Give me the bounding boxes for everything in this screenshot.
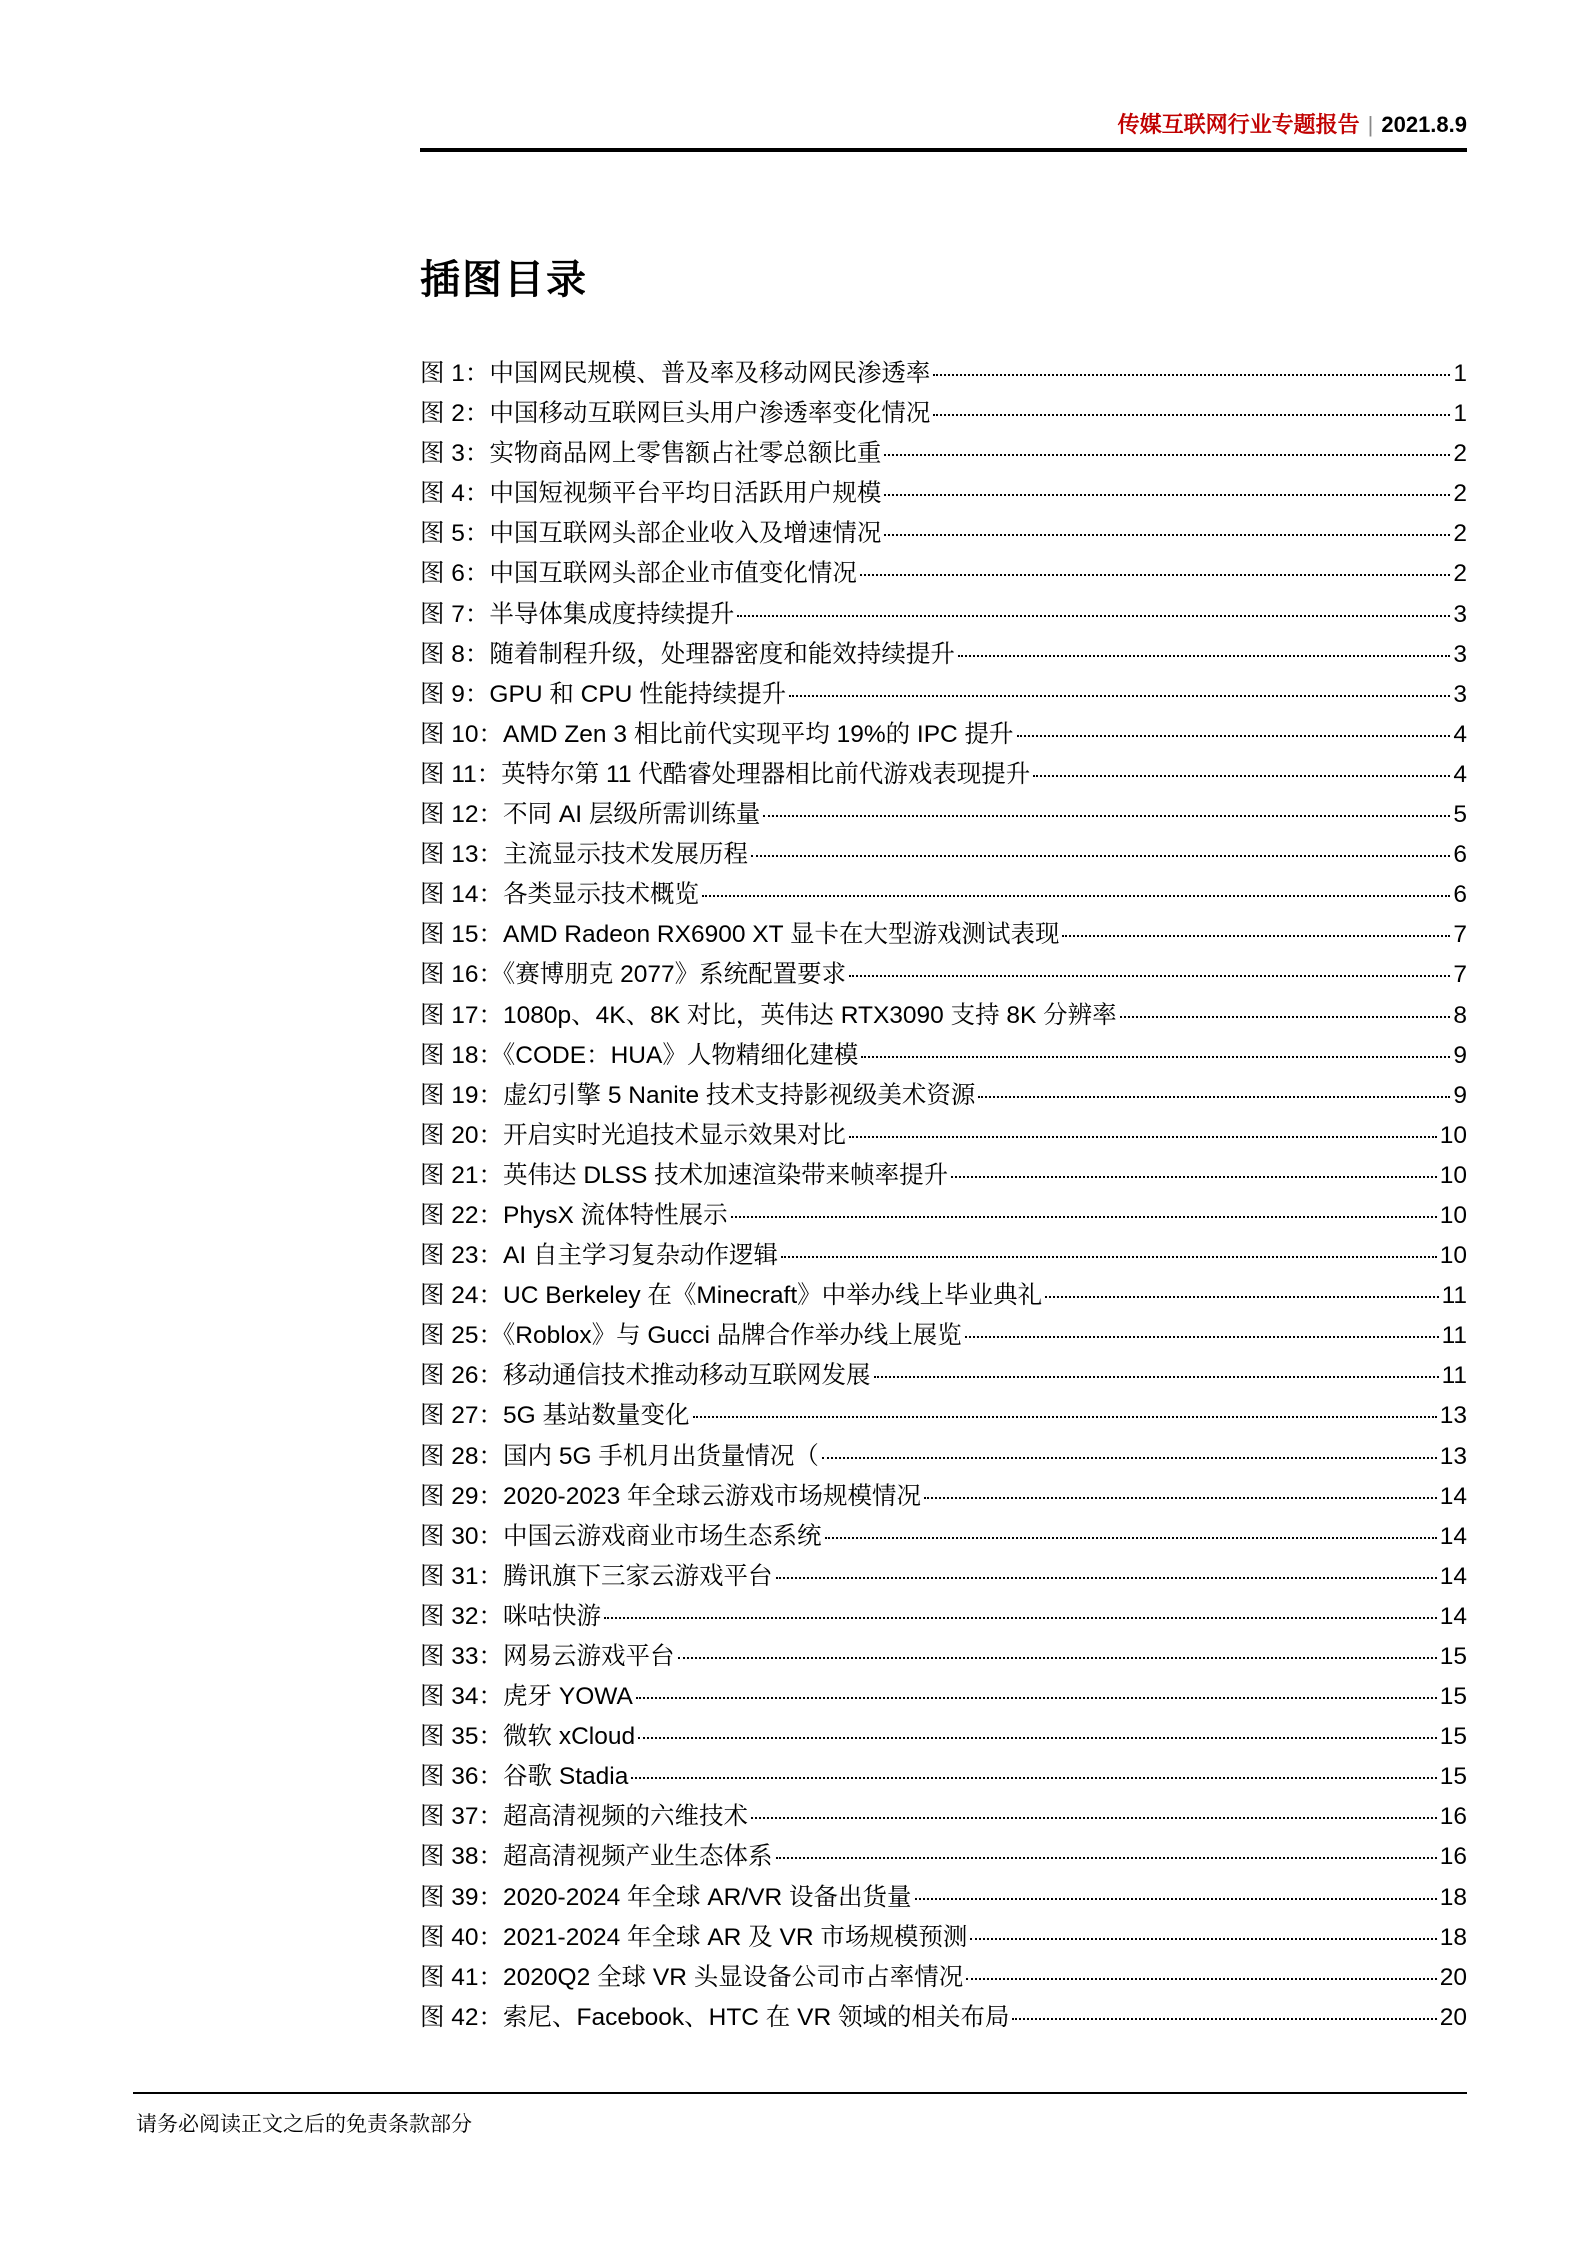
toc-entry-page: 10 [1439, 1161, 1467, 1189]
toc-entry-page: 15 [1439, 1643, 1467, 1670]
dot-leader [860, 574, 1450, 576]
toc-entry-label: 图 7：半导体集成度持续提升 [420, 600, 735, 628]
dot-leader [763, 815, 1450, 817]
toc-entry[interactable] [420, 1517, 1467, 1557]
footer-disclaimer: 请务必阅读正文之后的免责条款部分 [136, 2113, 472, 2136]
toc-entry[interactable] [420, 1477, 1467, 1517]
toc-entry-page: 15 [1439, 1763, 1467, 1791]
toc-entry[interactable] [420, 1196, 1467, 1236]
toc-entry-page: 1 [1453, 360, 1467, 387]
dot-leader [825, 1537, 1437, 1539]
toc-entry-page: 18 [1439, 1923, 1467, 1951]
toc-entry[interactable] [420, 1316, 1467, 1356]
dot-leader [731, 1216, 1437, 1218]
toc-entry[interactable] [420, 1276, 1467, 1316]
toc-entry[interactable] [420, 1878, 1467, 1918]
toc-entry-page: 4 [1453, 760, 1467, 788]
dot-leader [965, 1336, 1439, 1338]
toc-entry-page: 14 [1439, 1562, 1467, 1590]
toc-entry-page: 10 [1439, 1121, 1467, 1149]
toc-entry-label: 图 5：中国互联网头部企业收入及增速情况 [420, 520, 882, 548]
toc-entry[interactable] [420, 1998, 1467, 2038]
dot-leader [933, 374, 1450, 376]
toc-entry-label: 图 25：《Roblox》与 Gucci 品牌合作举办线上展览 [420, 1322, 962, 1350]
toc-entry[interactable] [420, 1717, 1467, 1757]
toc-entry-label: 图 36：谷歌 Stadia [420, 1763, 629, 1791]
toc-entry-page: 7 [1453, 921, 1467, 949]
dot-leader [1120, 1016, 1451, 1018]
toc-entry[interactable] [420, 514, 1467, 554]
dot-leader [884, 534, 1450, 536]
toc-entry[interactable] [420, 595, 1467, 635]
dot-leader [1017, 735, 1451, 737]
toc-entry[interactable] [420, 755, 1467, 795]
toc-entry-label: 图 38：超高清视频产业生态体系 [420, 1843, 773, 1871]
toc-entry-page: 6 [1453, 881, 1467, 909]
dot-leader [1045, 1296, 1438, 1298]
toc-entry-label: 图 16：《赛博朋克 2077》系统配置要求 [420, 961, 847, 989]
dot-leader [822, 1457, 1437, 1459]
toc-entry[interactable] [420, 1958, 1467, 1998]
toc-entry[interactable] [420, 1918, 1467, 1958]
dot-leader [884, 454, 1450, 456]
toc-entry-label: 图 11：英特尔第 11 代酷睿处理器相比前代游戏表现提升 [420, 760, 1031, 788]
toc-entry-page: 4 [1453, 720, 1467, 748]
toc-entry-label: 图 23：AI 自主学习复杂动作逻辑 [420, 1242, 779, 1270]
toc-entry-label: 图 24：UC Berkeley 在《Minecraft》中举办线上毕业典礼 [420, 1282, 1043, 1310]
toc-entry-page: 14 [1439, 1522, 1467, 1550]
toc-entry-label: 图 22：PhysX 流体特性展示 [420, 1201, 728, 1229]
dot-leader [678, 1657, 1437, 1659]
toc-entry[interactable] [420, 1597, 1467, 1637]
dot-leader [1033, 775, 1450, 777]
footer-divider [133, 2092, 1467, 2094]
dot-leader [874, 1376, 1439, 1378]
header-divider [420, 148, 1467, 152]
toc-entry-label: 图 26：移动通信技术推动移动互联网发展 [420, 1362, 871, 1390]
dot-leader [781, 1256, 1437, 1258]
toc-entry-label: 图 40：2021-2024 年全球 AR 及 VR 市场规模预测 [420, 1923, 968, 1951]
toc-entry[interactable] [420, 1036, 1467, 1076]
toc-entry[interactable] [420, 434, 1467, 474]
toc-entry-label: 图 8：随着制程升级，处理器密度和能效持续提升 [420, 640, 955, 668]
toc-entry[interactable] [420, 1837, 1467, 1877]
toc-entry-label: 图 20：开启实时光追技术显示效果对比 [420, 1121, 847, 1149]
toc-entry-page: 8 [1453, 1001, 1467, 1029]
report-title: 传媒互联网行业专题报告 [1117, 112, 1360, 137]
dot-leader [1062, 935, 1450, 937]
toc-entry-page: 16 [1439, 1843, 1467, 1871]
toc-entry-page: 3 [1453, 680, 1467, 708]
toc-entry[interactable] [420, 474, 1467, 514]
dot-leader [924, 1497, 1437, 1499]
dot-leader [958, 655, 1450, 657]
dot-leader [978, 1096, 1450, 1098]
dot-leader [776, 1857, 1437, 1859]
toc-entry-page: 6 [1453, 841, 1467, 869]
toc-entry-label: 图 9：GPU 和 CPU 性能持续提升 [420, 680, 787, 708]
toc-entry-label: 图 1：中国网民规模、普及率及移动网民渗透率 [420, 360, 931, 387]
toc-entry[interactable] [420, 1677, 1467, 1717]
toc-entry[interactable] [420, 1356, 1467, 1396]
dot-leader [951, 1176, 1437, 1178]
dot-leader [884, 494, 1450, 496]
toc-entry-label: 图 21：英伟达 DLSS 技术加速渲染带来帧率提升 [420, 1161, 949, 1189]
dot-leader [702, 895, 1450, 897]
toc-entry-label: 图 30：中国云游戏商业市场生态系统 [420, 1522, 822, 1550]
toc-entry[interactable] [420, 996, 1467, 1036]
dot-leader [751, 855, 1450, 857]
toc-entry-label: 图 27：5G 基站数量变化 [420, 1402, 690, 1430]
dot-leader [776, 1577, 1437, 1579]
toc-entry-page: 9 [1453, 1041, 1467, 1069]
dot-leader [737, 615, 1450, 617]
toc-entry-label: 图 32：咪咕快游 [420, 1602, 602, 1630]
page-title: 插图目录 [420, 258, 588, 302]
toc-entry[interactable] [420, 1637, 1467, 1677]
dot-leader [693, 1416, 1437, 1418]
toc-entry[interactable] [420, 635, 1467, 675]
toc-entry-label: 图 42：索尼、Facebook、HTC 在 VR 领域的相关布局 [420, 2003, 1010, 2031]
toc-entry-label: 图 3：实物商品网上零售额占社零总额比重 [420, 440, 882, 468]
toc-entry-label: 图 15：AMD Radeon RX6900 XT 显卡在大型游戏测试表现 [420, 921, 1060, 949]
toc-entry[interactable] [420, 1156, 1467, 1196]
dot-leader [638, 1737, 1437, 1739]
toc-entry-label: 图 12：不同 AI 层级所需训练量 [420, 801, 761, 829]
toc-entry-label: 图 37：超高清视频的六维技术 [420, 1803, 749, 1831]
toc-entry[interactable] [420, 394, 1467, 434]
toc-entry[interactable] [420, 1076, 1467, 1116]
dot-leader [970, 1938, 1436, 1940]
dot-leader [849, 1136, 1437, 1138]
toc-entry-page: 18 [1439, 1883, 1467, 1911]
toc-entry-page: 20 [1439, 1963, 1467, 1991]
toc-entry-page: 10 [1439, 1201, 1467, 1229]
toc-entry-label: 图 13：主流显示技术发展历程 [420, 841, 749, 869]
toc-entry-label: 图 28：国内 5G 手机月出货量情况（ [420, 1442, 819, 1470]
header-separator: | [1367, 112, 1374, 137]
toc-entry[interactable] [420, 1236, 1467, 1276]
toc-entry-label: 图 31：腾讯旗下三家云游戏平台 [420, 1562, 773, 1590]
dot-leader [915, 1898, 1437, 1900]
dot-leader [849, 975, 1450, 977]
toc-entry-page: 13 [1439, 1402, 1467, 1430]
toc-entry-page: 5 [1453, 801, 1467, 829]
toc-entry-label: 图 4：中国短视频平台平均日活跃用户规模 [420, 480, 882, 508]
dot-leader [933, 414, 1450, 416]
toc-entry-label: 图 19：虚幻引擎 5 Nanite 技术支持影视级美术资源 [420, 1081, 976, 1109]
dot-leader [636, 1697, 1437, 1699]
toc-entry-label: 图 2：中国移动互联网巨头用户渗透率变化情况 [420, 400, 931, 428]
dot-leader [1012, 2018, 1436, 2020]
toc-entry-label: 图 6：中国互联网头部企业市值变化情况 [420, 560, 857, 588]
toc-entry-page: 3 [1453, 640, 1467, 668]
toc-entry[interactable] [420, 354, 1467, 394]
toc-entry[interactable] [420, 715, 1467, 755]
toc-entry-page: 7 [1453, 961, 1467, 989]
toc-entry[interactable] [420, 955, 1467, 995]
toc-entry-page: 2 [1453, 560, 1467, 588]
toc-entry-label: 图 29：2020-2023 年全球云游戏市场规模情况 [420, 1482, 922, 1510]
toc-entry[interactable] [420, 1437, 1467, 1477]
dot-leader [631, 1777, 1436, 1779]
toc-entry-page: 20 [1439, 2003, 1467, 2031]
dot-leader [604, 1617, 1437, 1619]
toc-entry-page: 13 [1439, 1442, 1467, 1470]
toc-entry-label: 图 17：1080p、4K、8K 对比，英伟达 RTX3090 支持 8K 分辨率 [420, 1001, 1117, 1029]
toc-entry-label: 图 10：AMD Zen 3 相比前代实现平均 19%的 IPC 提升 [420, 720, 1014, 748]
dot-leader [966, 1978, 1437, 1980]
toc-entry-page: 2 [1453, 480, 1467, 508]
dot-leader [861, 1056, 1450, 1058]
toc-entry[interactable] [420, 1396, 1467, 1436]
toc-entry[interactable] [420, 875, 1467, 915]
toc-entry-page: 3 [1453, 600, 1467, 628]
toc-entry-label: 图 14：各类显示技术概览 [420, 881, 700, 909]
toc-entry-label: 图 39：2020-2024 年全球 AR/VR 设备出货量 [420, 1883, 912, 1911]
toc-entry[interactable] [420, 554, 1467, 594]
toc-entry[interactable] [420, 835, 1467, 875]
toc-entry-page: 11 [1441, 1322, 1467, 1350]
toc-entry-page: 15 [1439, 1723, 1467, 1751]
toc-entry[interactable] [420, 1797, 1467, 1837]
page-header [420, 108, 1467, 142]
dot-leader [751, 1817, 1437, 1819]
toc-entry[interactable] [420, 915, 1467, 955]
toc-entry-label: 图 33：网易云游戏平台 [420, 1643, 675, 1670]
toc-entry[interactable] [420, 675, 1467, 715]
toc-entry-page: 15 [1439, 1683, 1467, 1711]
toc-entry-page: 9 [1453, 1081, 1467, 1109]
toc-entry-page: 1 [1453, 400, 1467, 428]
dot-leader [789, 695, 1450, 697]
toc-entry-page: 11 [1441, 1362, 1467, 1390]
toc-entry-label: 图 18：《CODE：HUA》人物精细化建模 [420, 1041, 859, 1069]
report-date: 2021.8.9 [1381, 112, 1467, 137]
toc-entry-label: 图 41：2020Q2 全球 VR 头显设备公司市占率情况 [420, 1963, 964, 1991]
toc-entry-page: 2 [1453, 440, 1467, 468]
toc-entry[interactable] [420, 795, 1467, 835]
toc-entry-page: 2 [1453, 520, 1467, 548]
toc-entry[interactable] [420, 1116, 1467, 1156]
toc-entry-page: 10 [1439, 1242, 1467, 1270]
figure-list [420, 354, 1467, 2038]
toc-entry-page: 14 [1439, 1602, 1467, 1630]
toc-entry-page: 14 [1439, 1482, 1467, 1510]
toc-entry-page: 11 [1441, 1282, 1467, 1310]
toc-entry-page: 16 [1439, 1803, 1467, 1831]
toc-entry[interactable] [420, 1557, 1467, 1597]
toc-entry-label: 图 35：微软 xCloud [420, 1723, 636, 1751]
toc-entry-label: 图 34：虎牙 YOWA [420, 1683, 633, 1711]
toc-entry[interactable] [420, 1757, 1467, 1797]
